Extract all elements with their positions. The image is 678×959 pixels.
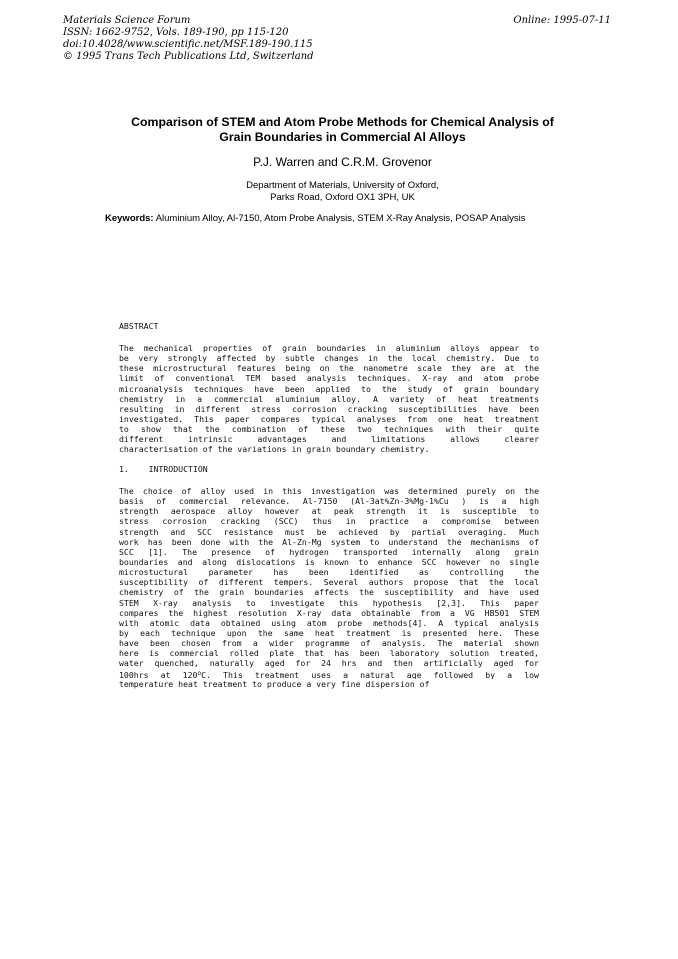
text-line: basis of commercial relevance. Al-7150 (Al-3at%Zn-3%Mg-1%Cu ) is a high (119, 496, 539, 507)
title-line-2: Grain Boundaries in Commercial Al Alloys (219, 130, 466, 144)
text-line: microstuctural parameter has been identified as controlling the (119, 567, 539, 578)
text-line: here is commercial rolled plate that has been laboratory solution treated, (119, 648, 539, 659)
text-line: investigated. This paper compares typical analyses from one heat treatment (119, 413, 539, 424)
degree-sign: o (197, 669, 202, 677)
issn-line: ISSN: 1662-9752, Vols. 189-190, pp 115-120 (63, 27, 289, 38)
text-line: with atomic data obtained using atom probe methods[4]. A typical analysis (119, 617, 539, 628)
text-line: different intrinsic advantages and limitations allows clearer (119, 434, 539, 445)
text-line: work has been done with the Al-Zn-Mg system to understand the mechanisms of (119, 536, 539, 547)
text-line: strength aerospace alloy however at peak strength it is susceptible to (119, 506, 539, 517)
text-line: these microstructural features being on the nanometre scale they are at the (119, 363, 539, 374)
text-line: boundaries and along dislocations is known to enhance SCC however no single (119, 556, 539, 567)
section-title: INTRODUCTION (148, 464, 208, 474)
text-line: by each technique upon the same heat treatment is presented here. These (119, 627, 539, 638)
text-line: chemistry of the grain boundaries affects the susceptibility and have used (119, 587, 539, 598)
text-fragment: 100hrs at 120 (119, 669, 198, 679)
text-line: limit of conventional TEM based analysis techniques. X-ray and atom probe (119, 373, 539, 384)
text-line: stress corrosion cracking (SCC) thus in practice a compromise between (119, 516, 539, 527)
text-line: The mechanical properties of grain boundaries in aluminium alloys appear to (119, 343, 539, 353)
affiliation (90, 180, 595, 204)
text-line: compares the highest resolution X-ray data obtainable from a VG HB501 STEM (119, 607, 539, 618)
text-line: have been chosen from a wider programme of analysis. The material shown (119, 638, 539, 649)
journal-header (63, 15, 314, 63)
introduction-body (119, 486, 539, 689)
keywords-text: Aluminium Alloy, Al-7150, Atom Probe Analysis, STEM X-Ray Analysis, POSAP Analysis (155, 213, 526, 224)
text-line: resulting in different stress corrosion cracking susceptibilities have been (119, 403, 539, 414)
keywords-label: Keywords: (105, 213, 154, 224)
text-line (119, 669, 539, 679)
doi-line[interactable]: doi:10.4028/www.scientific.net/MSF.189-190.115 (63, 39, 313, 50)
online-date: Online: 1995-07-11 (513, 15, 611, 26)
introduction-heading (119, 464, 208, 474)
abstract-body (119, 343, 539, 455)
journal-name: Materials Science Forum (63, 15, 191, 26)
abstract-heading: ABSTRACT (119, 321, 159, 331)
text-line: chemistry in a commercial aluminium alloy. A variety of heat treatments (119, 393, 539, 404)
affiliation-line-1: Department of Materials, University of Oxford, (246, 180, 439, 191)
text-fragment: C. This treatment uses a natural age followed by a low (201, 669, 539, 679)
text-line: microanalysis techniques have been applied to the study of grain boundary (119, 383, 539, 394)
authors: P.J. Warren and C.R.M. Grovenor (253, 155, 432, 169)
affiliation-line-2: Parks Road, Oxford OX1 3PH, UK (270, 192, 415, 203)
text-line: water quenched, naturally aged for 24 hrs and then artificially aged for (119, 658, 539, 669)
text-line: STEM X-ray analysis to investigate this hypothesis [2,3]. This paper (119, 597, 539, 608)
section-number: 1. (119, 464, 129, 474)
copyright-line: © 1995 Trans Tech Publications Ltd, Switzerland (63, 51, 314, 62)
text-line: SCC [1]. The presence of hydrogen transported internally along grain (119, 546, 539, 557)
paper-title (90, 115, 595, 145)
text-line: strength and SCC resistance must be achieved by partial overaging. Much (119, 526, 539, 537)
text-line: characterisation of the variations in grain boundary chemistry. (119, 444, 430, 455)
title-line-1: Comparison of STEM and Atom Probe Methods for Chemical Analysis of (131, 115, 554, 129)
text-line: susceptibility of different tempers. Several authors propose that the local (119, 577, 539, 588)
text-line: The choice of alloy used in this investigation was determined purely on the (119, 486, 539, 496)
text-line: to show that the combination of these two techniques with their quite (119, 424, 539, 435)
keywords (105, 213, 555, 224)
text-line: temperature heat treatment to produce a very fine dispersion of (119, 678, 430, 689)
text-line: be very strongly affected by subtle changes in the local chemistry. Due to (119, 353, 539, 364)
